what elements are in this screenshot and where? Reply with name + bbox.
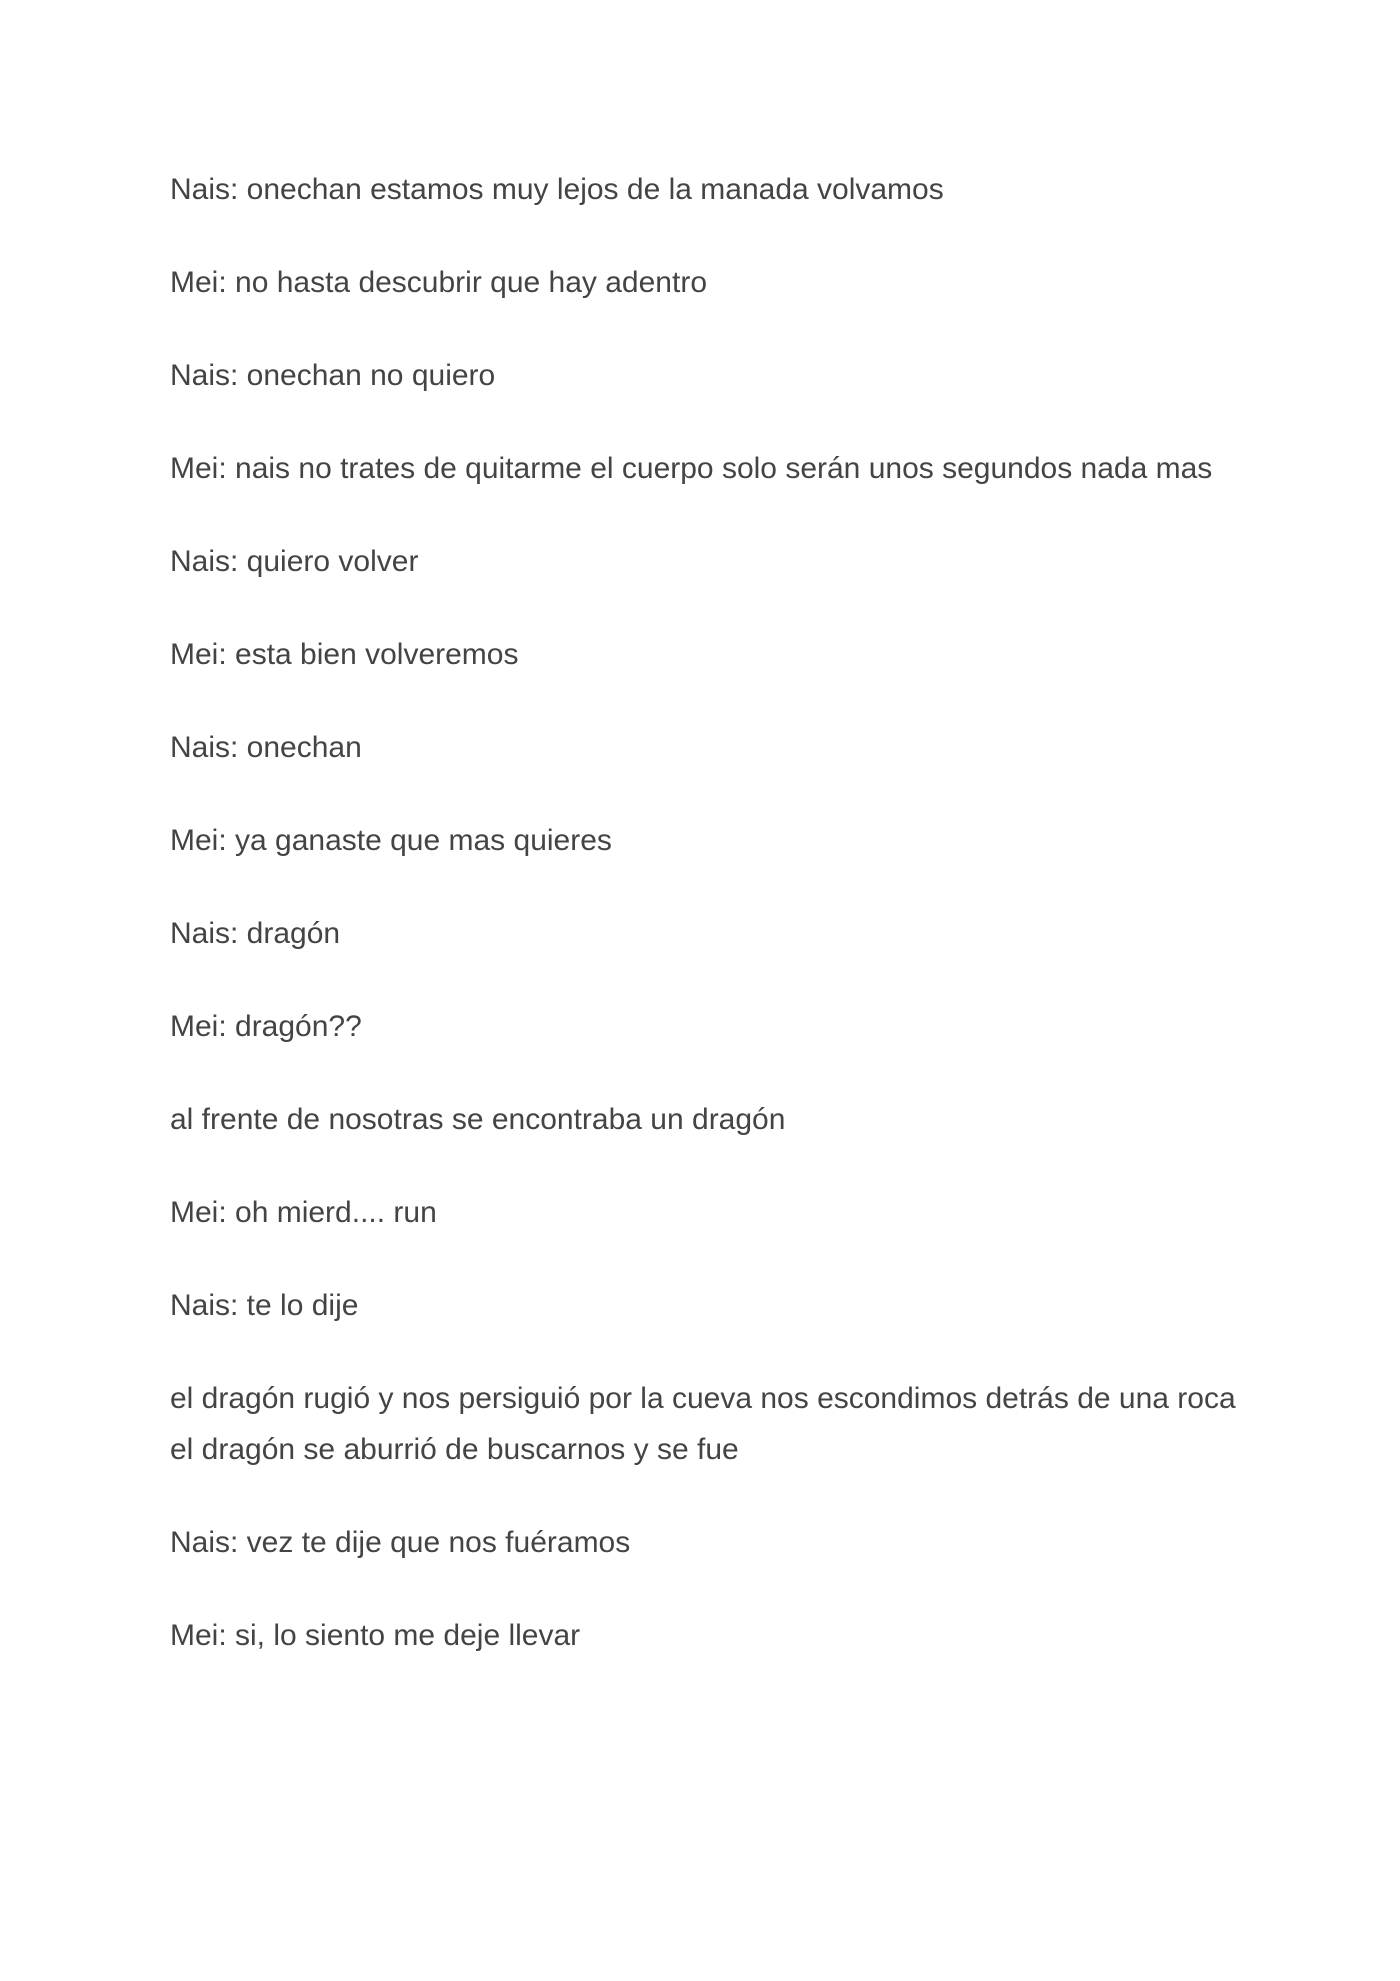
paragraph-8: Mei: ya ganaste que mas quieres: [170, 824, 612, 857]
paragraph-6: Mei: esta bien volveremos: [170, 638, 519, 671]
paragraph-16: Mei: si, lo siento me deje llevar: [170, 1619, 581, 1652]
paragraph-9: Nais: dragón: [170, 917, 341, 950]
paragraph-13: Nais: te lo dije: [170, 1289, 359, 1322]
paragraph-4: Mei: nais no trates de quitarme el cuerpo solo serán unos segundos nada mas: [170, 452, 1213, 485]
paragraph-7: Nais: onechan: [170, 731, 362, 764]
paragraph-11: al frente de nosotras se encontraba un dragón: [170, 1103, 786, 1136]
paragraph-12: Mei: oh mierd.... run: [170, 1196, 437, 1229]
paragraph-10: Mei: dragón??: [170, 1010, 362, 1043]
paragraph-14: el dragón rugió y nos persiguió por la cueva nos escondimos detrás de una roca el dragón se aburrió de buscarnos y se fue: [170, 1382, 1236, 1466]
paragraph-1: Nais: onechan estamos muy lejos de la manada volvamos: [170, 173, 944, 206]
document-body: [170, 164, 1250, 1703]
paragraph-3: Nais: onechan no quiero: [170, 359, 496, 392]
paragraph-5: Nais: quiero volver: [170, 545, 419, 578]
paragraph-15: Nais: vez te dije que nos fuéramos: [170, 1526, 631, 1559]
paragraph-2: Mei: no hasta descubrir que hay adentro: [170, 266, 707, 299]
